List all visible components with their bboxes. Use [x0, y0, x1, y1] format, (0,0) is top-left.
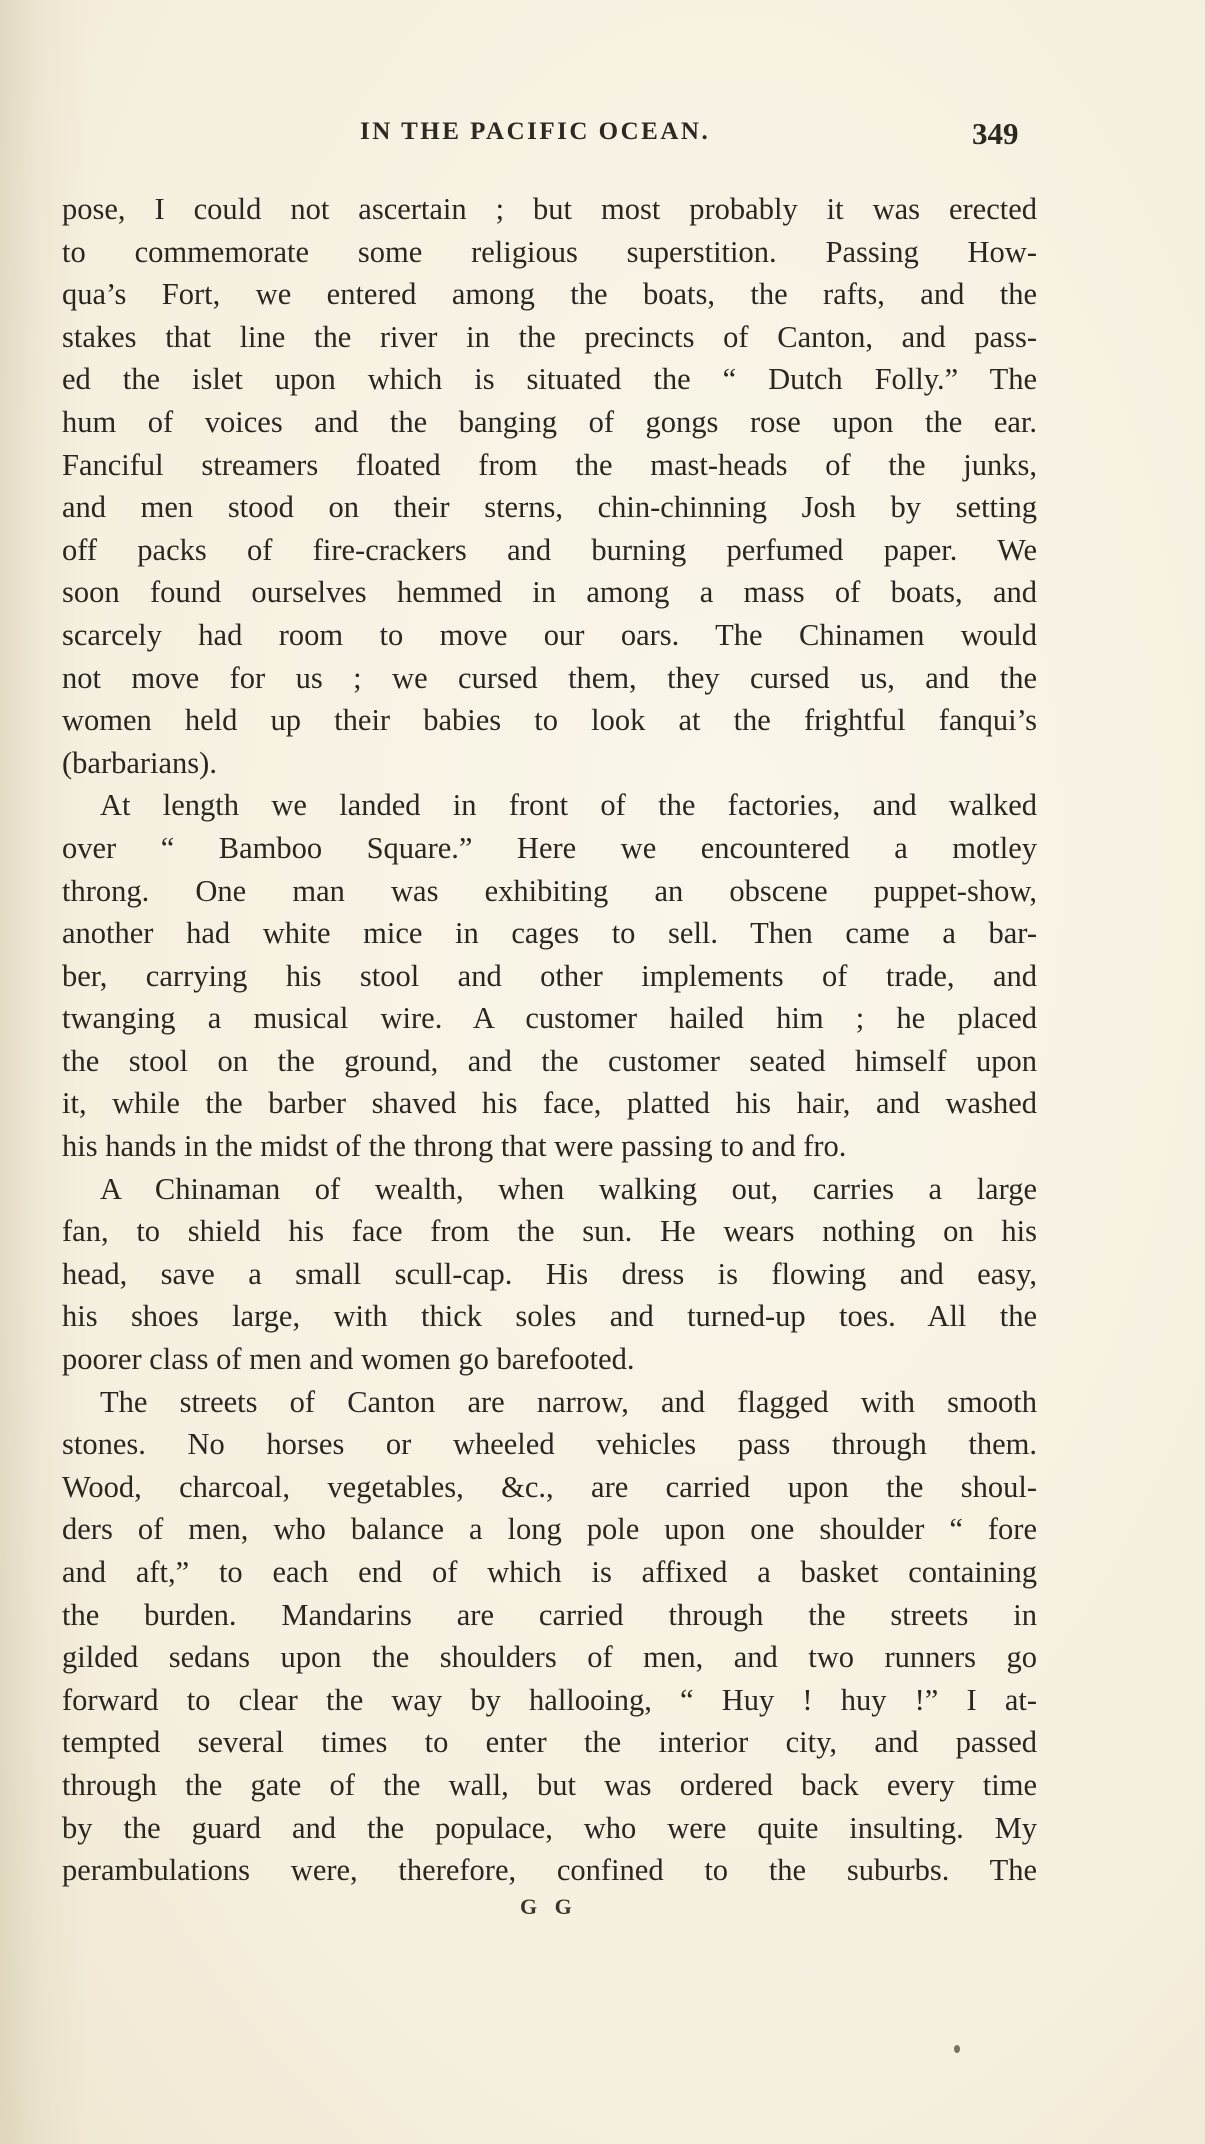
text-line: scarcely had room to move our oars. The Chinamen would: [62, 617, 1037, 652]
paragraph-start-line: The streets of Canton are narrow, and flagged with smooth: [100, 1384, 1037, 1419]
text-line: throng. One man was exhibiting an obscene puppet-show,: [62, 873, 1037, 908]
text-line: Wood, charcoal, vegetables, &c., are carried upon the shoul-: [62, 1469, 1037, 1504]
text-line: off packs of fire-crackers and burning perfumed paper. We: [62, 532, 1037, 567]
text-line: the stool on the ground, and the customer seated himself upon: [62, 1043, 1037, 1078]
text-line: hum of voices and the banging of gongs rose upon the ear.: [62, 404, 1037, 439]
ink-speck: [954, 2045, 960, 2053]
paragraph-start-line: At length we landed in front of the factories, and walked: [100, 788, 1037, 823]
text-line: soon found ourselves hemmed in among a mass of boats, and: [62, 575, 1037, 610]
text-line: pose, I could not ascertain ; but most probably it was erected: [62, 192, 1037, 226]
text-line: (barbarians).: [62, 745, 217, 780]
text-line: it, while the barber shaved his face, platted his hair, and washed: [62, 1086, 1037, 1121]
text-line: qua’s Fort, we entered among the boats, the rafts, and the: [62, 277, 1037, 312]
running-head: IN THE PACIFIC OCEAN.: [360, 118, 711, 145]
text-line: stones. No horses or wheeled vehicles pass through them.: [62, 1427, 1037, 1462]
text-line: tempted several times to enter the interior city, and passed: [62, 1725, 1037, 1760]
text-line: ders of men, who balance a long pole upon one shoulder “ fore: [62, 1512, 1037, 1547]
paragraph-start-line: A Chinaman of wealth, when walking out, carries a large: [100, 1171, 1037, 1206]
text-line: and men stood on their sterns, chin-chinning Josh by setting: [62, 490, 1037, 525]
signature-mark: G G: [520, 1894, 578, 1919]
text-line: twanging a musical wire. A customer hailed him ; he placed: [62, 1001, 1037, 1036]
text-line: the burden. Mandarins are carried through the streets in: [62, 1597, 1037, 1632]
text-line: ed the islet upon which is situated the “ Dutch Folly.” The: [62, 362, 1037, 397]
text-line: over “ Bamboo Square.” Here we encountered a motley: [62, 830, 1037, 865]
text-line: stakes that line the river in the precincts of Canton, and pass-: [62, 319, 1037, 354]
text-line: his hands in the midst of the throng that were passing to and fro.: [62, 1129, 847, 1164]
text-line: through the gate of the wall, but was ordered back every time: [62, 1767, 1037, 1802]
text-line: perambulations were, therefore, confined to the suburbs. The: [62, 1853, 1037, 1888]
body-text: [62, 188, 1037, 1892]
text-line: fan, to shield his face from the sun. He wears nothing on his: [62, 1214, 1037, 1249]
text-line: by the guard and the populace, who were quite insulting. My: [62, 1810, 1037, 1845]
text-line: poorer class of men and women go barefooted.: [62, 1342, 635, 1377]
text-line: head, save a small scull-cap. His dress is flowing and easy,: [62, 1256, 1037, 1291]
text-line: gilded sedans upon the shoulders of men, and two runners go: [62, 1640, 1037, 1675]
text-line: Fanciful streamers floated from the mast-heads of the junks,: [62, 447, 1037, 482]
text-line: forward to clear the way by hallooing, “ Huy ! huy !” I at-: [62, 1682, 1037, 1717]
text-line: not move for us ; we cursed them, they cursed us, and the: [62, 660, 1037, 695]
text-line: ber, carrying his stool and other implements of trade, and: [62, 958, 1037, 993]
text-line: and aft,” to each end of which is affixed a basket containing: [62, 1555, 1037, 1589]
text-line: women held up their babies to look at the frightful fanqui’s: [62, 703, 1037, 738]
text-line: to commemorate some religious superstition. Passing How-: [62, 234, 1037, 269]
text-line: his shoes large, with thick soles and turned-up toes. All the: [62, 1299, 1037, 1334]
page-number: 349: [972, 116, 1019, 151]
text-line: another had white mice in cages to sell. Then came a bar-: [62, 916, 1037, 951]
